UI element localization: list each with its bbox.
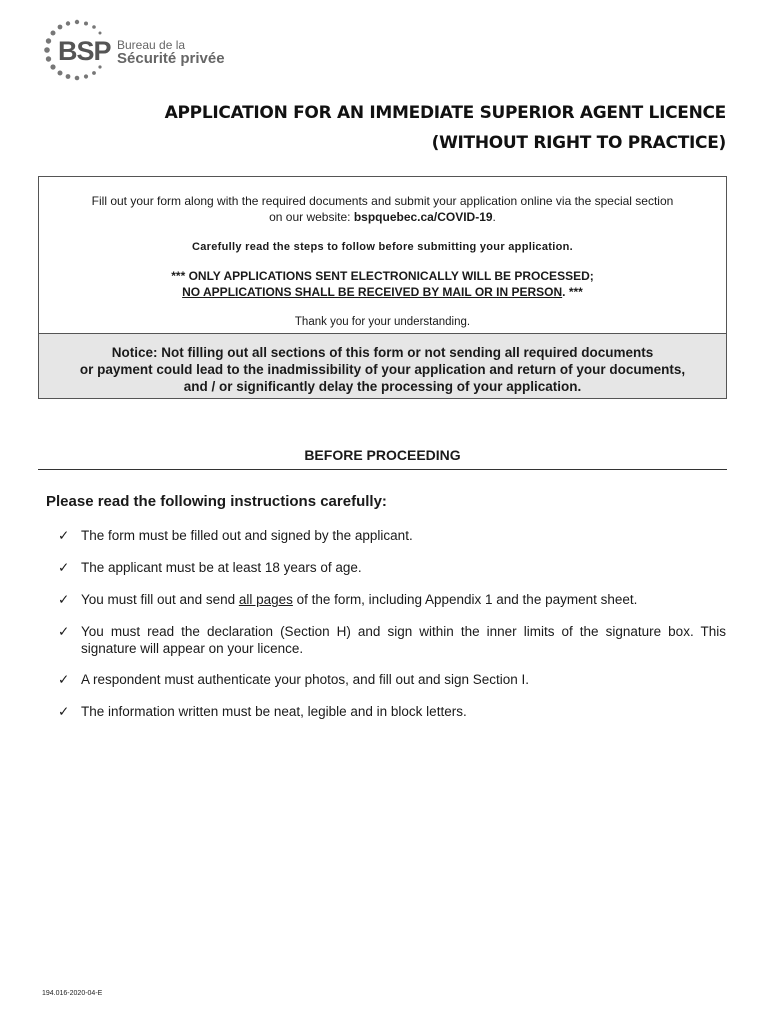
intro-line-2-suffix: .	[492, 210, 496, 224]
warning-line-2-suffix: . ***	[562, 285, 583, 299]
logo-line-1: Bureau de la	[117, 38, 186, 52]
list-item-text: You must read the declaration (Section H) and sign within the inner limits of the signature box. This signature will appear on your licence.	[81, 624, 726, 656]
item-prefix: You must fill out and send	[81, 592, 239, 607]
page-subtitle: (WITHOUT RIGHT TO PRACTICE)	[431, 133, 726, 153]
item-suffix: of the form, including Appendix 1 and the payment sheet.	[292, 592, 638, 607]
thanks-text: Thank you for your understanding.	[294, 316, 471, 328]
intro-text	[51, 193, 714, 225]
electronic-only-warning	[39, 268, 726, 300]
notice-line-3: and / or significantly delay the processing of your application.	[183, 379, 582, 394]
form-code: 194.016-2020-04-E	[42, 990, 103, 997]
instructions-heading: Please read the following instructions carefully:	[46, 493, 387, 510]
checkmark-icon: ✓	[58, 704, 70, 719]
checkmark-icon: ✓	[58, 528, 70, 543]
checkmark-icon: ✓	[58, 624, 70, 639]
intro-line-2-prefix: on our website:	[269, 210, 354, 224]
list-item	[58, 623, 726, 657]
notice-banner	[39, 333, 726, 398]
checkmark-icon: ✓	[58, 592, 70, 607]
warning-line-2-underlined: NO APPLICATIONS SHALL BE RECEIVED BY MAIL OR IN PERSON	[182, 285, 563, 299]
checkmark-icon: ✓	[58, 672, 70, 687]
notice-line-1: Notice: Not filling out all sections of this form or not sending all required documents	[111, 345, 654, 360]
logo-line-2: Sécurité privée	[117, 50, 225, 67]
notice-line-2: or payment could lead to the inadmissibility of your application and return of your documents,	[79, 362, 686, 377]
page-title: APPLICATION FOR AN IMMEDIATE SUPERIOR AGENT LICENCE	[164, 103, 726, 123]
website-link[interactable]: bspquebec.ca/COVID-19	[353, 210, 493, 224]
instructions-box	[38, 176, 727, 399]
logo-abbreviation: BSP	[58, 36, 111, 66]
list-item	[58, 671, 726, 688]
list-item-text: The applicant must be at least 18 years of age.	[81, 560, 362, 575]
checkmark-icon: ✓	[58, 560, 70, 575]
warning-line-1: *** ONLY APPLICATIONS SENT ELECTRONICALLY WILL BE PROCESSED;	[171, 269, 594, 283]
intro-line-1: Fill out your form along with the required documents and submit your application online via the special section	[91, 194, 674, 208]
section-divider	[38, 469, 727, 470]
steps-text: Carefully read the steps to follow before submitting your application.	[192, 241, 573, 253]
list-item-text: The information written must be neat, legible and in block letters.	[81, 704, 467, 719]
item-underlined: all pages	[238, 592, 293, 607]
bsp-logo	[42, 16, 232, 82]
list-item-text: The form must be filled out and signed by the applicant.	[81, 528, 413, 543]
list-item	[58, 527, 726, 544]
list-item-text: A respondent must authenticate your photos, and fill out and sign Section I.	[81, 672, 530, 687]
list-item	[58, 703, 726, 720]
list-item-text	[81, 591, 726, 608]
list-item	[58, 591, 726, 608]
list-item	[58, 559, 726, 576]
section-heading: BEFORE PROCEEDING	[304, 447, 461, 463]
